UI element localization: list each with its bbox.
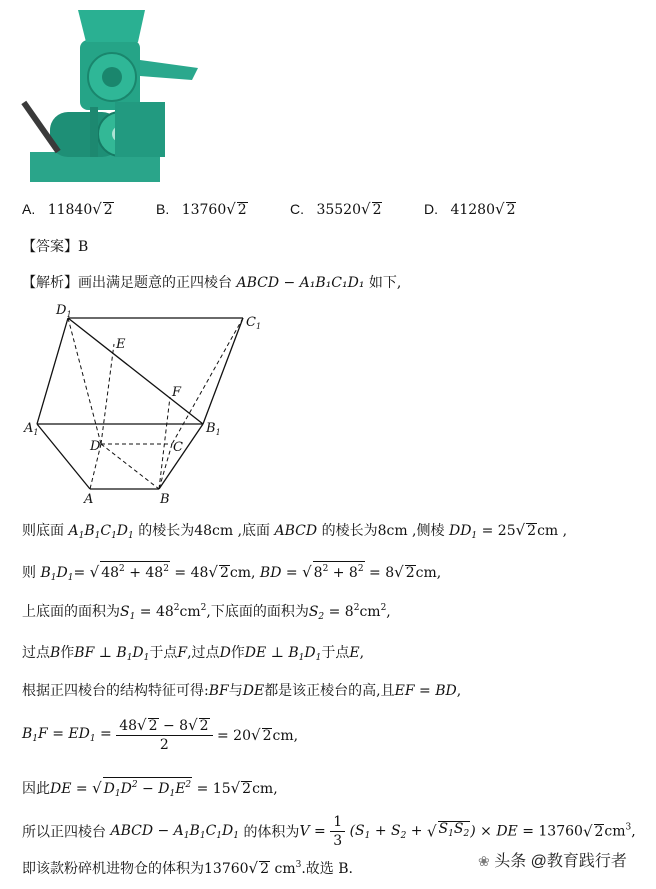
radical-sign: √ (495, 200, 505, 218)
solution-line-1: 则底面 $A_1B_1C_1D_1$ 的棱长为48cm ,底面 ABCD 的棱长为8cm ,侧棱 $DD_1 = 25√$ 2cm , (22, 521, 568, 541)
label-a: A (84, 492, 94, 507)
option-a (22, 200, 114, 218)
text: cm , (537, 523, 568, 539)
math-s2: $S_2$ (308, 604, 325, 622)
hopper (78, 10, 145, 42)
radicand: 2 (237, 202, 247, 218)
discharge-chute (140, 60, 198, 80)
fraction-one-third: $\frac{1}{3}$ (330, 814, 345, 849)
watermark-icon: ❀ (478, 853, 490, 869)
radicand: 2 (506, 202, 516, 218)
analysis-label: 【解析】 (22, 275, 78, 291)
option-value: 11840 (47, 202, 93, 218)
option-b (156, 200, 248, 218)
radicand: 2 (372, 202, 382, 218)
frustum-name: ABCD − A₁B₁C₁D₁ (236, 275, 365, 291)
radicand: 2 (103, 202, 113, 218)
label-c: C (173, 440, 183, 455)
text: 则底面 (22, 523, 64, 539)
solution-line-5: 根据正四棱台的结构特征可得:BF与DE都是该正棱台的高,且EF = BD, (22, 683, 462, 699)
radical-sign: √ (361, 200, 371, 218)
solution-line-9: 即该款粉碎机进物仓的体积为13760√ 2 $cm^3$.故选 B. (22, 859, 353, 877)
math-s1: $S_1$ (120, 604, 136, 622)
option-letter: D. (424, 201, 438, 217)
label-c1: $C_1$ (246, 315, 262, 331)
text: 的棱长为48cm ,底面 (138, 523, 271, 539)
math-abcd: ABCD (274, 523, 318, 539)
option-letter: A. (22, 201, 36, 217)
option-c (290, 200, 382, 218)
option-d (424, 200, 516, 218)
answer-line: 【答案】B (22, 239, 89, 255)
text: 则 (22, 565, 36, 581)
math-dd1: $DD_1$ (448, 523, 478, 541)
frustum-diagram (22, 300, 272, 512)
option-value: 41280 (450, 202, 495, 218)
watermark: ❀ 头条 @教育践行者 (478, 853, 627, 870)
solution-line-3: 上底面的面积为$S_1 = 48^2cm^2$,下底面的面积为$S_2 = 8^2cm^2$, (22, 603, 391, 622)
label-f: F (172, 385, 182, 400)
solution-line-8: 所以正四棱台 ABCD − $A_1B_1C_1D_1$ 的体积为V = $\frac{1}{3}$ ($S_1 + S_2$ + √ $S_1S_2$) × DE = 13760√ $2cm^3$, (22, 814, 636, 849)
fraction: $\frac{48√ 2 - 8√ 2}{2}$ (116, 716, 212, 753)
analysis-intro (22, 272, 401, 292)
option-value: 35520 (316, 202, 361, 218)
text: = 25 (481, 523, 516, 539)
text: 的棱长为8cm ,侧棱 (321, 523, 445, 539)
option-letter: C. (290, 201, 304, 217)
solution-line-2: 则 $B_1D_1=$ √ $48^2 + 48^2 = 48√$ 2cm, BD = √ $8^2 + 8^2 = 8√$ 2cm, (22, 563, 442, 583)
option-letter: B. (156, 201, 170, 217)
label-a1: $A_1$ (24, 421, 39, 437)
label-d1: $D_1$ (56, 303, 72, 319)
solution-line-4: 过点B作BF ⊥ $B_1D_1$于点F,过点D作DE ⊥ $B_1D_1$于点E, (22, 645, 365, 663)
radical-sign: √ (226, 200, 236, 218)
analysis-text: 画出满足题意的正四棱台 (78, 275, 232, 291)
label-d: D (90, 439, 101, 454)
solution-line-7: 因此DE = √ $D_1D^2 - D_1E^2 = 15√$ 2cm, (22, 777, 278, 802)
radical-sign: √ (92, 200, 102, 218)
text: = (73, 565, 90, 581)
label-b: B (160, 492, 170, 507)
math-a1b1c1d1: $A_1B_1C_1D_1$ (68, 523, 134, 541)
analysis-tail: 如下, (368, 275, 402, 291)
option-value: 13760 (181, 202, 227, 218)
grinder-machine-image (20, 2, 200, 190)
text: 上底面的面积为 (22, 604, 120, 620)
math-bd: BD (259, 565, 282, 581)
label-b1: $B_1$ (206, 421, 221, 437)
solution-line-6: $B_1F = ED_1$ = $\frac{48√ 2 - 8√ 2}{2}$ = 20√ 2cm, (22, 716, 299, 753)
math-b1d1: $B_1D_1$ (40, 565, 74, 583)
label-e: E (116, 337, 126, 352)
